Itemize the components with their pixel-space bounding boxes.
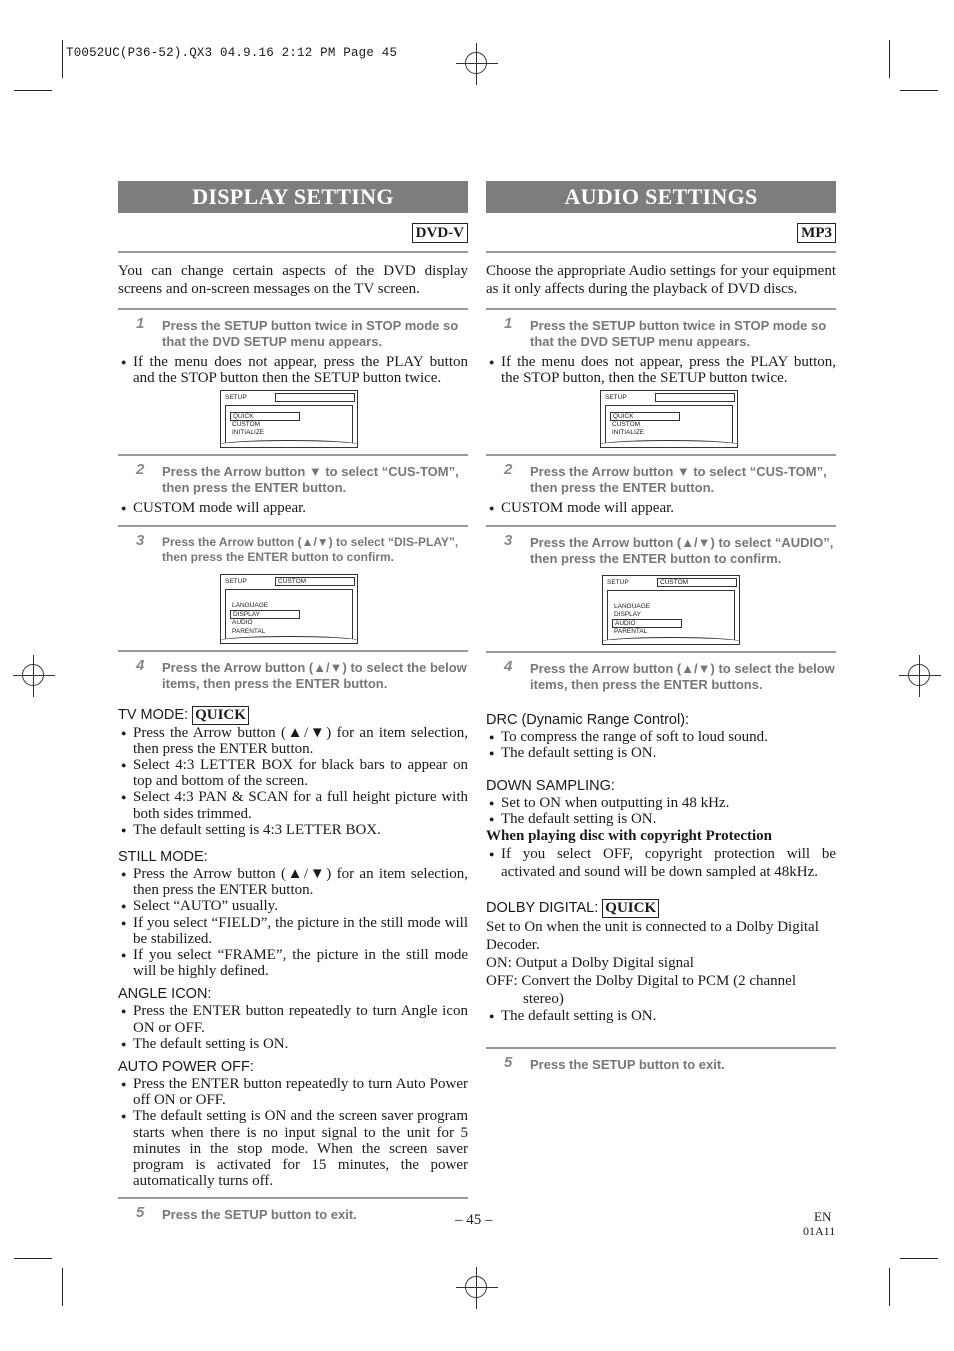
badge-row xyxy=(118,213,468,253)
disc-type-badge: MP3 xyxy=(797,223,836,243)
step-1: 1 Press the SETUP button twice in STOP mode so that the DVD SETUP menu appears. xyxy=(136,315,459,349)
crop-mark xyxy=(889,40,890,78)
registration-mark-icon xyxy=(22,664,44,686)
copyright-heading: When playing disc with copyright Protection xyxy=(486,828,772,845)
print-header: T0052UC(P36-52).QX3 04.9.16 2:12 PM Page 45 xyxy=(66,46,398,60)
bullet: ● Press the ENTER button repeatedly to turn Angle icon ON or OFF. xyxy=(118,1003,468,1035)
bullet: ● The default setting is ON and the screen saver program starts when there is no input signal to the unit for 5 minutes in the stop mode. When the screen saver program is activated for 15 minutes, the power automatically turns off. xyxy=(118,1108,468,1189)
display-setting-section xyxy=(118,181,468,1227)
bullet: ● If the menu does not appear, press the PLAY button and the STOP button then the SETUP button twice. xyxy=(118,354,468,386)
registration-mark-icon xyxy=(908,664,930,686)
step-3: 3 Press the Arrow button (▲/▼) to select “DIS-PLAY”, then press the ENTER button to confirm. xyxy=(136,531,459,565)
intro-text: Choose the appropriate Audio settings for your equipment as it only affects during the playback of DVD discs. xyxy=(486,263,836,310)
bullet: ● If the menu does not appear, press the PLAY button, the STOP button, then the SETUP button twice. xyxy=(486,354,836,386)
drc-heading: DRC (Dynamic Range Control): xyxy=(486,711,690,728)
still-mode-heading: STILL MODE: xyxy=(118,849,208,866)
bullet: ● The default setting is 4:3 LETTER BOX. xyxy=(118,822,468,838)
badge-row xyxy=(486,213,836,253)
dolby-on: ON: Output a Dolby Digital signal xyxy=(486,955,694,972)
setup-screen-1: SETUP QUICK CUSTOM INITIALIZE xyxy=(220,390,358,448)
registration-mark-icon xyxy=(465,1276,487,1298)
bullet: ● The default setting is ON. xyxy=(486,1008,836,1024)
step-5: 5 Press the SETUP button to exit. xyxy=(136,1204,357,1223)
crop-mark xyxy=(14,1258,52,1259)
audio-settings-section xyxy=(486,181,836,1077)
dolby-desc: Set to On when the unit is connected to a Dolby Digital Decoder. xyxy=(486,919,819,954)
crop-mark xyxy=(889,1268,890,1306)
quick-badge: QUICK xyxy=(602,899,659,918)
step-4: 4 Press the Arrow button (▲/▼) to select the below items, then press the ENTER button. xyxy=(136,656,467,691)
step-4: 4 Press the Arrow button (▲/▼) to select the below items, then press the ENTER buttons. xyxy=(504,657,835,692)
bullet: ● Select 4:3 PAN & SCAN for a full height picture with both sides trimmed. xyxy=(118,789,468,821)
crop-mark xyxy=(900,90,938,91)
step-5: 5 Press the SETUP button to exit. xyxy=(504,1053,725,1072)
crop-mark xyxy=(62,40,63,78)
step-2: 2 Press the Arrow button ▼ to select “CUS-TOM”, then press the ENTER button. xyxy=(504,461,827,496)
step-1: 1 Press the SETUP button twice in STOP mode so that the DVD SETUP menu appears. xyxy=(504,315,827,349)
disc-type-badge: DVD-V xyxy=(412,223,468,243)
bullet: ● If you select OFF, copyright protection will be activated and sound will be down sampled at 48kHz. xyxy=(486,845,836,881)
intro-text: You can change certain aspects of the DVD display screens and on-screen messages on the TV screen. xyxy=(118,263,468,310)
bullet: ● Select “AUTO” usually. xyxy=(118,898,468,914)
angle-icon-heading: ANGLE ICON: xyxy=(118,986,212,1003)
bullet: ● CUSTOM mode will appear. xyxy=(486,500,836,516)
bullet: ● The default setting is ON. xyxy=(486,811,836,827)
bullet: ● CUSTOM mode will appear. xyxy=(118,500,468,516)
step-3: 3 Press the Arrow button (▲/▼) to select “AUDIO”, then press the ENTER button to confirm. xyxy=(504,531,834,566)
page-number: – 45 – xyxy=(455,1212,493,1228)
crop-mark xyxy=(14,90,52,91)
step-2: 2 Press the Arrow button ▼ to select “CUS-TOM”, then press the ENTER button. xyxy=(136,461,459,496)
bullet: ● The default setting is ON. xyxy=(118,1036,468,1052)
custom-screen: SETUP CUSTOM LANGUAGE DISPLAY AUDIO PARENTAL xyxy=(220,574,358,644)
registration-mark-icon xyxy=(465,52,487,74)
dolby-digital-heading: DOLBY DIGITAL: QUICK xyxy=(486,899,836,918)
bullet: ● Select 4:3 LETTER BOX for black bars to appear on top and bottom of the screen. xyxy=(118,757,468,789)
section-title: AUDIO SETTINGS xyxy=(486,181,836,213)
bullet: ● If you select “FIELD”, the picture in the still mode will be stabilized. xyxy=(118,915,468,947)
custom-screen: SETUP CUSTOM LANGUAGE DISPLAY AUDIO PARENTAL xyxy=(602,575,740,645)
bullet: ● To compress the range of soft to loud sound. xyxy=(486,729,836,745)
bullet: ● Set to ON when outputting in 48 kHz. xyxy=(486,795,836,811)
bullet: ● The default setting is ON. xyxy=(486,745,836,761)
tv-mode-heading: TV MODE: QUICK xyxy=(118,706,468,725)
language-code: EN xyxy=(814,1209,832,1224)
bullet: ● Press the Arrow button (▲/▼) for an item selection, then press the ENTER button. xyxy=(118,866,468,898)
dolby-off: OFF: Convert the Dolby Digital to PCM (2 channel stereo) xyxy=(486,973,796,1008)
auto-power-off-heading: AUTO POWER OFF: xyxy=(118,1059,254,1076)
bullet: ● Press the ENTER button repeatedly to turn Auto Power off ON or OFF. xyxy=(118,1076,468,1108)
quick-badge: QUICK xyxy=(192,706,249,725)
setup-screen-1: SETUP QUICK CUSTOM INITIALIZE xyxy=(600,390,738,448)
bullet: ● Press the Arrow button (▲/▼) for an item selection, then press the ENTER button. xyxy=(118,725,468,757)
down-sampling-heading: DOWN SAMPLING: xyxy=(486,778,615,795)
doc-code: 01A11 xyxy=(803,1224,836,1238)
crop-mark xyxy=(62,1268,63,1306)
section-title: DISPLAY SETTING xyxy=(118,181,468,213)
crop-mark xyxy=(900,1258,938,1259)
bullet: ● If you select “FRAME”, the picture in the still mode will be highly defined. xyxy=(118,947,468,979)
